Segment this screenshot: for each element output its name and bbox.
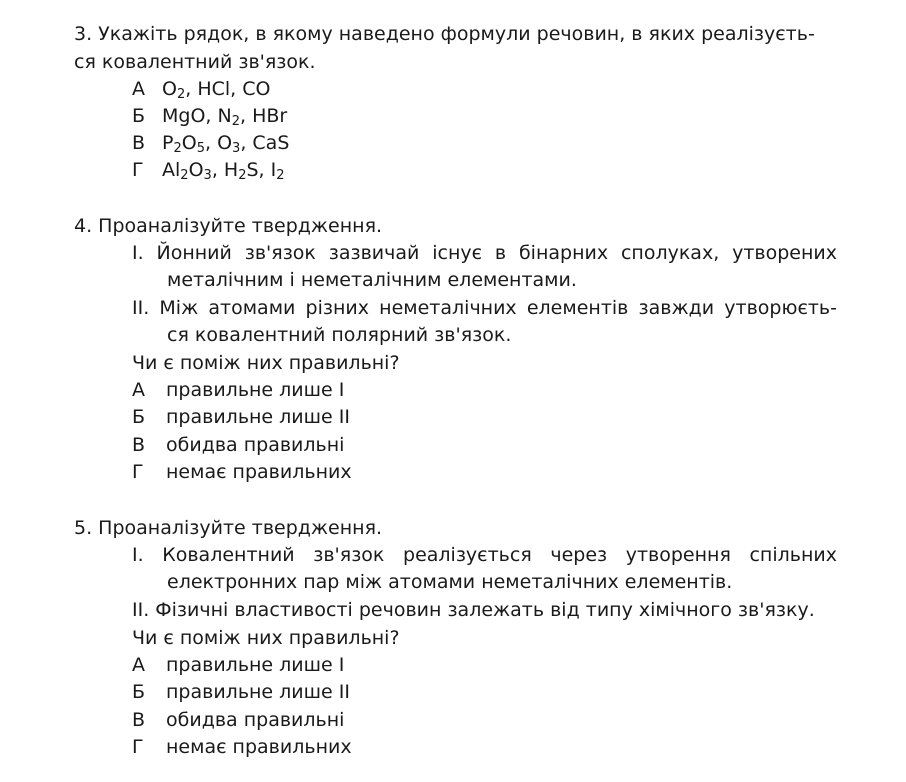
option-letter: В	[132, 434, 146, 456]
formula-subscript: 3	[203, 168, 212, 183]
formula-subscript: 5	[196, 141, 205, 156]
formula-subscript: 2	[176, 87, 186, 102]
q5-statement-1-line-2: електронних пар між атомами неметалічних елементів.	[167, 571, 733, 593]
option-letter: В	[132, 709, 146, 731]
option-letter: Б	[132, 681, 146, 703]
q3-option-c-formula	[162, 132, 289, 154]
q4-statement-1-line-1: I. Йонний зв'язок зазвичай існує в бінарних сполуках, утворених	[132, 242, 837, 264]
formula-text: , H	[211, 159, 239, 181]
q4-option-b	[132, 405, 350, 429]
q3-option-a	[132, 77, 270, 101]
formula-text: , CaS	[240, 132, 290, 154]
option-letter: Г	[132, 159, 144, 181]
formula-text: O	[181, 132, 197, 154]
formula-text: O	[188, 159, 204, 181]
option-text: немає правильних	[166, 736, 352, 758]
q4-option-d	[132, 460, 352, 484]
q3-option-d-formula	[162, 159, 285, 181]
formula-text: P	[162, 132, 174, 154]
option-text: правильне лише I	[166, 379, 345, 401]
q4-option-a	[132, 378, 344, 402]
formula-subscript: 3	[232, 141, 241, 156]
formula-subscript: 2	[231, 114, 240, 129]
q4-question: Чи є поміж них правильні?	[132, 352, 400, 374]
q5-option-b	[132, 680, 350, 704]
q4-option-c	[132, 433, 344, 457]
formula-text: O	[162, 78, 177, 100]
option-letter: Б	[132, 105, 146, 127]
q5-option-a	[132, 653, 344, 677]
formula-text: , HBr	[239, 105, 288, 127]
option-text: правильне лише II	[166, 406, 350, 428]
formula-subscript: 2	[238, 168, 247, 183]
q3-question-line-1: 3. Укажіть рядок, в якому наведено формули речовин, в яких реалізуєть-	[74, 23, 815, 45]
option-text: обидва правильні	[166, 434, 345, 456]
option-letter: А	[132, 379, 145, 401]
q3-option-c	[132, 131, 289, 155]
option-text: обидва правильні	[166, 709, 345, 731]
q5-option-c	[132, 708, 344, 732]
formula-text: , HCl, CO	[185, 78, 271, 100]
option-text: правильне лише II	[166, 681, 350, 703]
formula-subscript: 2	[173, 141, 182, 156]
q3-option-d	[132, 158, 285, 182]
q5-title: 5. Проаналізуйте твердження.	[74, 517, 383, 539]
formula-text: , O	[205, 132, 233, 154]
option-letter: Г	[132, 461, 144, 483]
option-letter: В	[132, 132, 146, 154]
formula-subscript: 2	[276, 168, 285, 183]
q4-title: 4. Проаналізуйте твердження.	[74, 215, 383, 237]
option-letter: А	[132, 78, 145, 100]
formula-text: MgO, N	[162, 105, 232, 127]
formula-text: S, I	[246, 159, 277, 181]
option-text: немає правильних	[166, 461, 352, 483]
q4-statement-2-line-2: ся ковалентний полярний зв'язок.	[167, 324, 512, 346]
q3-option-b	[132, 104, 287, 128]
formula-text: Al	[162, 159, 181, 181]
q5-statement-1-line-1: I. Ковалентний зв'язок реалізується через утворення спільних	[132, 544, 837, 566]
q3-option-b-formula	[162, 105, 287, 127]
option-letter: Б	[132, 406, 146, 428]
option-text: правильне лише I	[166, 654, 345, 676]
option-letter: Г	[132, 736, 144, 758]
q5-question: Чи є поміж них правильні?	[132, 627, 400, 649]
q5-statement-2-line-1: II. Фізичні властивості речовин залежать від типу хімічного зв'язку.	[132, 599, 815, 621]
q5-option-d	[132, 735, 352, 759]
q3-question-line-2: ся ковалентний зв'язок.	[74, 51, 316, 73]
option-letter: А	[132, 654, 145, 676]
q4-statement-2-line-1: II. Між атомами різних неметалічних елементів завжди утворюєть-	[132, 297, 837, 319]
formula-subscript: 2	[180, 168, 189, 183]
q4-statement-1-line-2: металічним і неметалічним елементами.	[167, 269, 577, 291]
q3-option-a-formula	[162, 78, 270, 100]
